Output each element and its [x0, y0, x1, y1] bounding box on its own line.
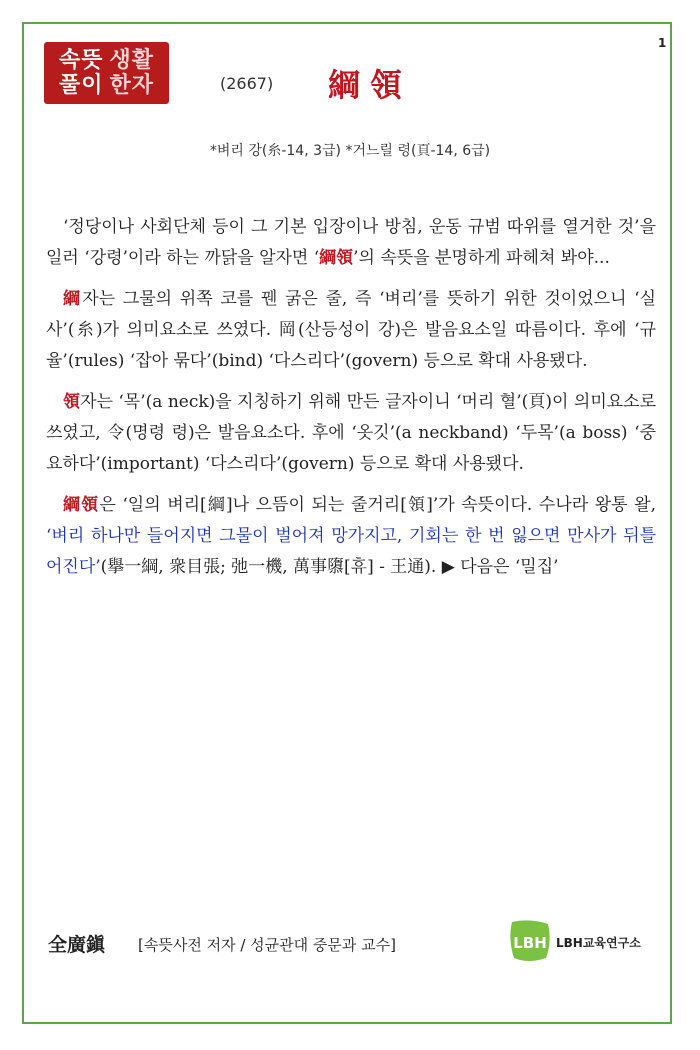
page-title: 綱領: [328, 66, 413, 104]
logo-text: 풀이: [58, 73, 104, 98]
series-logo: [44, 42, 169, 104]
page-number: 1: [658, 36, 667, 50]
lbh-logo-text: LBH: [513, 934, 547, 952]
highlight-term: 綱: [63, 289, 83, 309]
org-name: LBH교육연구소: [556, 936, 641, 950]
lbh-logo-icon: [508, 918, 552, 964]
paragraph-intro: [46, 212, 656, 274]
text-run: 자는 ‘목’(a neck)을 지칭하기 위해 만든 글자이니 ‘머리 혈’(頁)이 의미요소로 쓰였고, 令(명령 령)은 발음요소다. 후에 ‘옷깃’(a neckband) ‘두목’(a boss) ‘중요하다’(important) ‘다스리다’(govern) 등으로 확대 사용됐다.: [46, 392, 657, 474]
highlight-term: 綱領: [319, 248, 354, 268]
paragraph-gang: [46, 284, 656, 377]
article-body: [46, 212, 656, 593]
character-glossary: *벼리 강(糸-14, 3급) *거느릴 령(頁-14, 6급): [209, 143, 491, 159]
paragraph-ryeong: [46, 387, 656, 480]
logo-text: 속뜻: [58, 48, 104, 73]
highlight-term: 綱領: [63, 495, 100, 515]
text-run: ’의 속뜻을 분명하게 파헤쳐 봐야...: [353, 248, 610, 268]
logo-text: 한자: [109, 73, 155, 98]
paragraph-summary: [46, 490, 656, 583]
issue-number: (2667): [220, 74, 274, 93]
text-run: 은 ‘일의 벼리[綱]나 으뜸이 되는 줄거리[領]’가 속뜻이다. 수나라 왕통 왈,: [99, 495, 657, 515]
author-name: 全廣鎭: [48, 934, 106, 956]
logo-text: 생활: [109, 48, 155, 73]
quote-text: ‘벼리 하나만 들어지면 그물이 벌어져 망가지고, 기회는 한 번 잃으면 만사가 뒤틀어진다’: [46, 526, 656, 577]
text-run: ‘정당이나 사회단체 등이 그 기본 입장이나 방침, 운동 규범 따위를 열거한 것’을 일러 ‘강령’이라 하는 까닭을 알자면 ‘: [46, 217, 656, 268]
highlight-term: 領: [63, 392, 81, 412]
text-run: 자는 그물의 위쪽 코를 꿴 굵은 줄, 즉 ‘벼리’를 뜻하기 위한 것이었으니 ‘실 사’(糸)가 의미요소로 쓰였다. 岡(산등성이 강)은 발음요소일 따름이다. 후에 ‘규율’(rules) ‘잡아 묶다’(bind) ‘다스리다’(govern) 등으로 확대 사용됐다.: [46, 289, 657, 371]
text-run: (擧一綱, 衆目張; 弛一機, 萬事隳[휴] - 王通). ▶ 다음은 ‘밀집’: [100, 557, 559, 577]
author-role: [속뜻사전 저자 / 성균관대 중문과 교수]: [138, 936, 396, 954]
